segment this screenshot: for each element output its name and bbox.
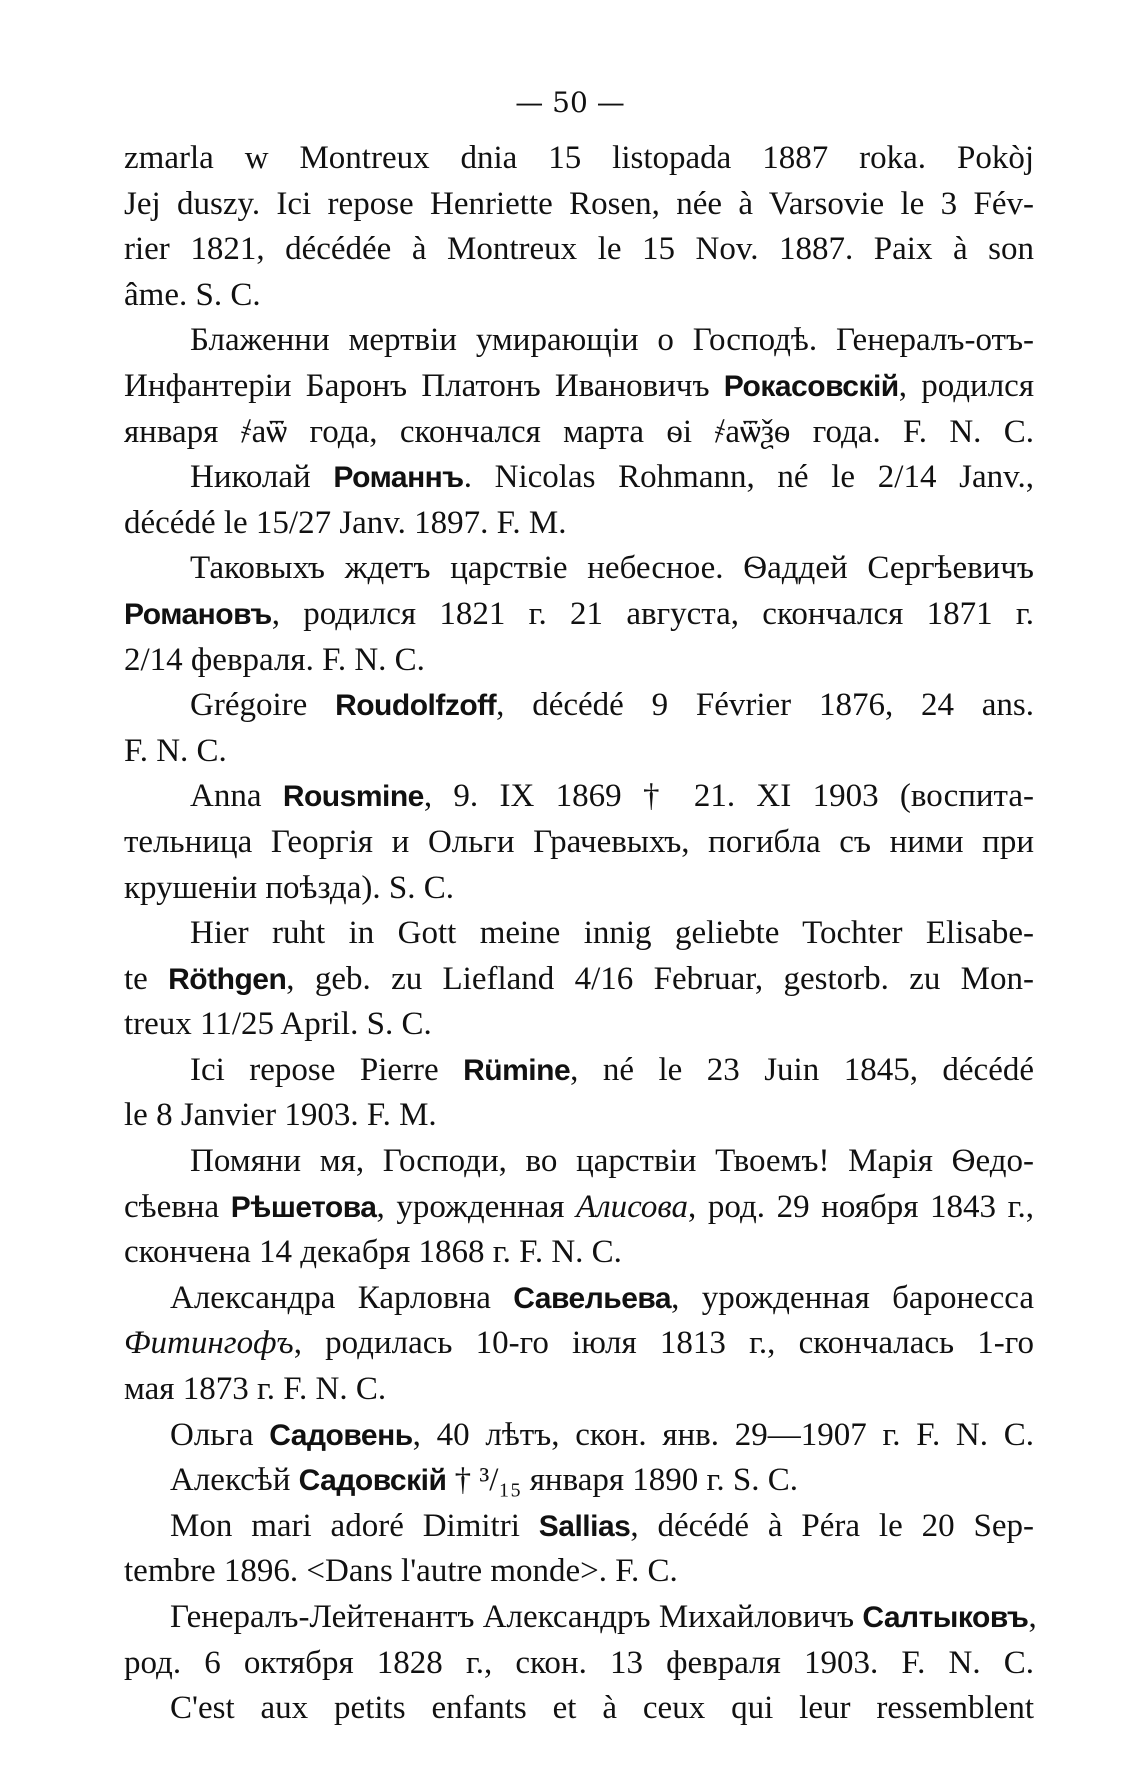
line-text: Jej duszy. Ici repose Henriette Rosen, née à Varsovie le 3 Fév- (124, 185, 1034, 222)
line-text: , 40 лѣтъ, скон. янв. 29—1907 г. F. N. C. (412, 1416, 1035, 1453)
surname: Rümine (463, 1053, 571, 1087)
text-line (124, 1458, 1034, 1504)
text-line (124, 455, 1034, 501)
line-text: le 8 Janvier 1903. F. M. (124, 1097, 437, 1134)
line-text: Ici repose Pierre (190, 1051, 464, 1088)
text-line (124, 1093, 1034, 1139)
line-text: января ҂аѿ года, скончался марта ѳі ҂аѿѯѳ года. F. N. C. (124, 413, 1034, 450)
text-line (124, 1276, 1034, 1322)
text-line (124, 638, 1034, 684)
text-line (124, 364, 1034, 410)
surname: Рокасовскій (723, 369, 899, 403)
line-text: rier 1821, décédée à Montreux le 15 Nov. 1887. Paix à son (124, 231, 1034, 268)
text-line (124, 410, 1034, 456)
line-text: Алексѣй (170, 1462, 299, 1499)
line-text: te (124, 960, 169, 997)
line-text: тельница Георгія и Ольги Грачевыхъ, погибла съ ними при (124, 823, 1034, 860)
text-line (124, 1230, 1034, 1276)
line-text: , урожденная баронесса (671, 1279, 1034, 1316)
text-line (124, 1641, 1034, 1687)
line-text: скончена 14 декабря 1868 г. F. N. C. (124, 1234, 622, 1271)
italic-name: Алисова (576, 1188, 689, 1225)
line-text: , родилась 10-го іюля 1813 г., скончалась 1-го (293, 1325, 1034, 1362)
text-line (124, 273, 1034, 319)
surname: Романнъ (333, 461, 464, 495)
line-text: C'est aux petits enfants et à ceux qui leur ressemblent (170, 1690, 1034, 1727)
text-line (124, 683, 1034, 729)
line-text: мая 1873 г. F. N. C. (124, 1371, 387, 1408)
line-text: Таковыхъ ждетъ царствіе небесное. Ѳаддей Сергѣевичъ (190, 550, 1034, 587)
line-text: Hier ruht in Gott meine innig geliebte Tochter Elisabe- (190, 915, 1034, 952)
line-text: Ольга (170, 1416, 270, 1453)
text-line (124, 592, 1034, 638)
text-line (124, 501, 1034, 547)
surname: Roudolfzoff (335, 689, 497, 723)
text-line (124, 774, 1034, 820)
surname: Салтыковъ (862, 1601, 1029, 1634)
line-text: Инфантеріи Баронъ Платонъ Ивановичъ (124, 367, 724, 404)
surname: Савельева (513, 1281, 672, 1315)
line-text: Генералъ-Лейтенантъ Александръ Михайловичъ (170, 1599, 863, 1635)
line-text: F. N. C. (124, 732, 227, 769)
line-text: , geb. zu Liefland 4/16 Februar, gestorb. zu Mon- (286, 960, 1034, 997)
surname: Rousmine (282, 780, 424, 814)
text-line (124, 546, 1034, 592)
text-line (124, 866, 1034, 912)
line-text: крушеніи поѣзда). S. C. (124, 869, 454, 906)
text-line (124, 1595, 1037, 1641)
line-text: Помяни мя, Господи, во царствіи Твоемъ! Марія Ѳедо- (190, 1143, 1034, 1180)
line-text: Блаженни мертвіи умирающіи о Господѣ. Генералъ-отъ- (190, 322, 1034, 359)
surname: Садовскій (298, 1464, 447, 1498)
line-text: Grégoire (190, 687, 336, 724)
text-line (124, 729, 1034, 775)
surname: Sallias (538, 1509, 631, 1543)
text-line (124, 1048, 1034, 1094)
italic-name: Фитингофъ (124, 1325, 294, 1362)
surname: Романовъ (124, 597, 272, 631)
line-text: Николай (190, 459, 334, 496)
line-text: 2/14 февраля. F. N. C. (124, 641, 425, 678)
text-line (124, 820, 1034, 866)
text-line (124, 1686, 1034, 1732)
line-text: , родился 1821 г. 21 августа, скончался 1871 г. (271, 595, 1034, 632)
text-line (124, 227, 1034, 273)
text-line (124, 1139, 1034, 1185)
surname: Röthgen (168, 962, 287, 996)
page-number: — 50 — (515, 86, 625, 119)
line-text: , décédé 9 Février 1876, 24 ans. (496, 687, 1034, 724)
text-line (124, 136, 1034, 182)
line-text: род. 6 октября 1828 г., скон. 13 февраля 1903. F. N. C. (124, 1644, 1034, 1681)
surname: Садовень (269, 1418, 413, 1452)
text-line (124, 957, 1034, 1003)
body-text (124, 136, 1037, 1732)
text-line (124, 182, 1034, 228)
line-text: , 9. IX 1869 † 21. XI 1903 (воспита- (423, 778, 1034, 815)
line-text: . Nicolas Rohmann, né le 2/14 Janv., (463, 459, 1034, 496)
line-text: zmarla w Montreux dnia 15 listopada 1887 roka. Pokòj (124, 140, 1034, 176)
line-text: âme. S. C. (124, 276, 261, 313)
line-text: treux 11/25 April. S. C. (124, 1006, 432, 1043)
line-text: , (1028, 1599, 1037, 1635)
line-text: Mon mari adoré Dimitri (170, 1507, 539, 1544)
line-text: décédé le 15/27 Janv. 1897. F. M. (124, 504, 567, 541)
line-text: , родился (898, 367, 1034, 404)
line-text: , род. 29 ноября 1843 г., (688, 1188, 1034, 1225)
line-text: † ³/₁₅ января 1890 г. S. C. (446, 1462, 798, 1499)
line-text: сѣевна (124, 1188, 231, 1225)
line-text: , урожденная (376, 1188, 577, 1225)
surname: Рѣшетова (230, 1190, 377, 1224)
text-line (124, 1504, 1034, 1550)
text-line (124, 1413, 1034, 1459)
text-line (124, 1549, 1034, 1595)
line-text: , né le 23 Juin 1845, décédé (570, 1051, 1034, 1088)
text-line (124, 1367, 1034, 1413)
line-text: Anna (190, 778, 283, 815)
text-line (124, 1185, 1034, 1231)
text-line (124, 318, 1034, 364)
text-line (124, 911, 1034, 957)
line-text: tembre 1896. <Dans l'autre monde>. F. C. (124, 1553, 678, 1590)
line-text: Александра Карловна (170, 1279, 514, 1316)
text-line (124, 1002, 1034, 1048)
text-line (124, 1321, 1034, 1367)
line-text: , décédé à Péra le 20 Sep- (630, 1507, 1034, 1544)
